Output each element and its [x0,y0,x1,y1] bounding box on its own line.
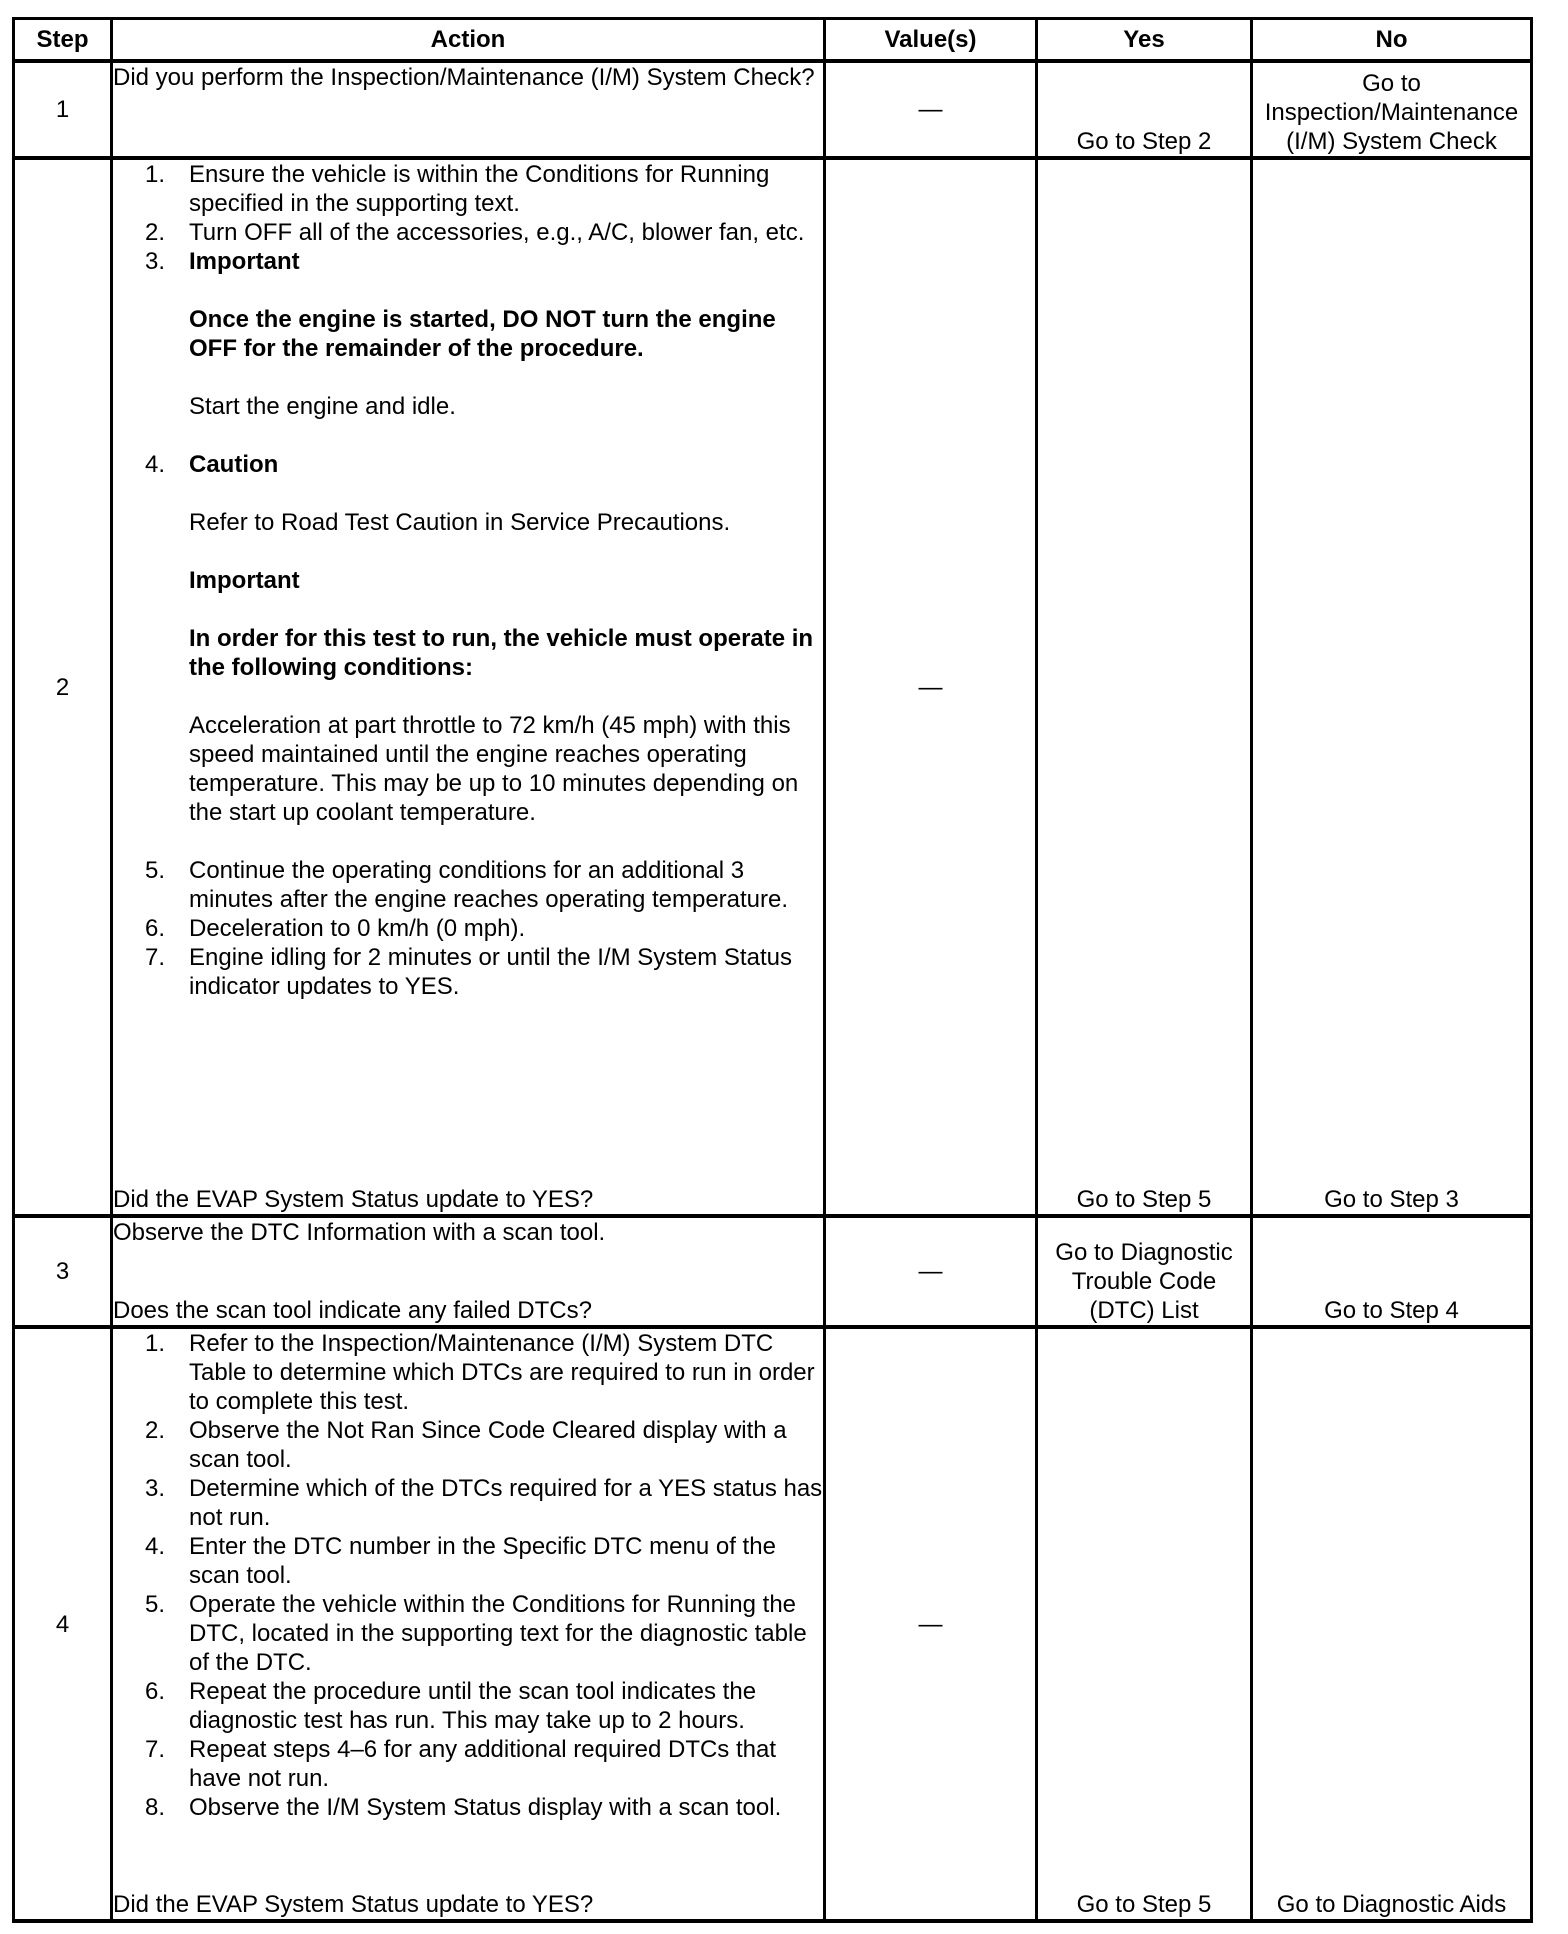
list-item: 5. Operate the vehicle within the Conditions for Running the DTC, located in the supporting text for the diagnostic table of the DTC. [144,1591,807,1676]
no-cell: Go to Inspection/Maintenance (I/M) System Check [1253,63,1533,160]
list-item: 1. Refer to the Inspection/Maintenance (I/M) System DTC Table to determine which DTCs are required to run in order to complete this test. [144,1330,815,1415]
list-item: 6. Deceleration to 0 km/h (0 mph). [144,915,526,942]
list-item: 1. Ensure the vehicle is within the Conditions for Running specified in the supporting text. [144,161,770,217]
important-text: In order for this test to run, the vehicle must operate in the following conditions: [189,625,814,681]
list-item: 7. Repeat steps 4–6 for any additional required DTCs that have not run. [144,1736,777,1792]
action-cell [113,1218,826,1329]
action-question: Did the EVAP System Status update to YES? [113,1186,594,1213]
important-heading: Important [189,248,300,275]
yes-cell: Go to Step 5 [1038,1329,1253,1923]
step-number: 4 [15,1329,113,1923]
value-cell: — [826,1218,1038,1329]
step-number: 2 [15,160,113,1218]
list-item: 5. Continue the operating conditions for an additional 3 minutes after the engine reaches operating temperature. [144,857,789,913]
instruction-text: Observe the DTC Information with a scan tool. [113,1219,606,1246]
value-cell: — [826,1329,1038,1923]
list-item: 4. Caution Refer to Road Test Caution in Service Precautions. Important In order for this test to run, the vehicle must operate in the following conditions: Acceleration at part throttle to 72 km/h (45 mph) with this speed maintained until the engine reaches operating temperature. This may be up to 10 minutes depending on the start up coolant temperature. [113,450,823,856]
step-number: 1 [15,63,113,160]
no-cell: Go to Step 4 [1253,1218,1533,1329]
action-question: Does the scan tool indicate any failed DTCs? [113,1297,592,1324]
table-row-step-4 [15,1329,1533,1923]
header-step: Step [15,20,113,63]
table-row-step-2 [15,160,1533,1218]
caution-heading: Caution [189,451,279,478]
no-cell: Go to Step 3 [1253,160,1533,1218]
no-cell: Go to Diagnostic Aids [1253,1329,1533,1923]
action-steps [113,160,823,1001]
header-row [15,20,1533,63]
table-row-step-3 [15,1218,1533,1329]
action-cell [113,160,826,1218]
step-number: 3 [15,1218,113,1329]
yes-cell: Go to Step 5 [1038,160,1253,1218]
instruction-text: Acceleration at part throttle to 72 km/h (45 mph) with this speed maintained until the engine reaches operating temperature. This may be up to 10 minutes depending on the start up coolant temperature. [189,712,799,826]
instruction-text: Start the engine and idle. [189,393,456,420]
list-item: 2. Observe the Not Ran Since Code Cleared display with a scan tool. [144,1417,787,1473]
header-yes: Yes [1038,20,1253,63]
yes-cell: Go to Diagnostic Trouble Code (DTC) List [1038,1218,1253,1329]
action-steps [113,1329,823,1822]
action-cell [113,1329,826,1923]
list-item: 2. Turn OFF all of the accessories, e.g., A/C, blower fan, etc. [144,219,805,246]
value-cell: — [826,160,1038,1218]
list-item: 7. Engine idling for 2 minutes or until the I/M System Status indicator updates to YES. [144,944,792,1000]
list-item: 3. Determine which of the DTCs required for a YES status has not run. [144,1475,823,1531]
value-cell: — [826,63,1038,160]
important-text: Once the engine is started, DO NOT turn the engine OFF for the remainder of the procedure. [189,306,776,362]
action-cell [113,63,826,160]
diagnostic-table [12,17,1533,1923]
table-row-step-1 [15,63,1533,160]
yes-cell: Go to Step 2 [1038,63,1253,160]
important-heading: Important [189,567,300,594]
header-values: Value(s) [826,20,1038,63]
header-action: Action [113,20,826,63]
list-item: 3. Important Once the engine is started, DO NOT turn the engine OFF for the remainder of the procedure. Start the engine and idle. [113,247,823,450]
list-item: 6. Repeat the procedure until the scan tool indicates the diagnostic test has run. This may take up to 2 hours. [144,1678,757,1734]
list-item: 4. Enter the DTC number in the Specific DTC menu of the scan tool. [144,1533,776,1589]
action-question: Did you perform the Inspection/Maintenance (I/M) System Check? [113,64,815,91]
action-question: Did the EVAP System Status update to YES? [113,1891,594,1918]
caution-text: Refer to Road Test Caution in Service Precautions. [189,509,731,536]
header-no: No [1253,20,1533,63]
list-item: 8. Observe the I/M System Status display with a scan tool. [144,1794,782,1821]
